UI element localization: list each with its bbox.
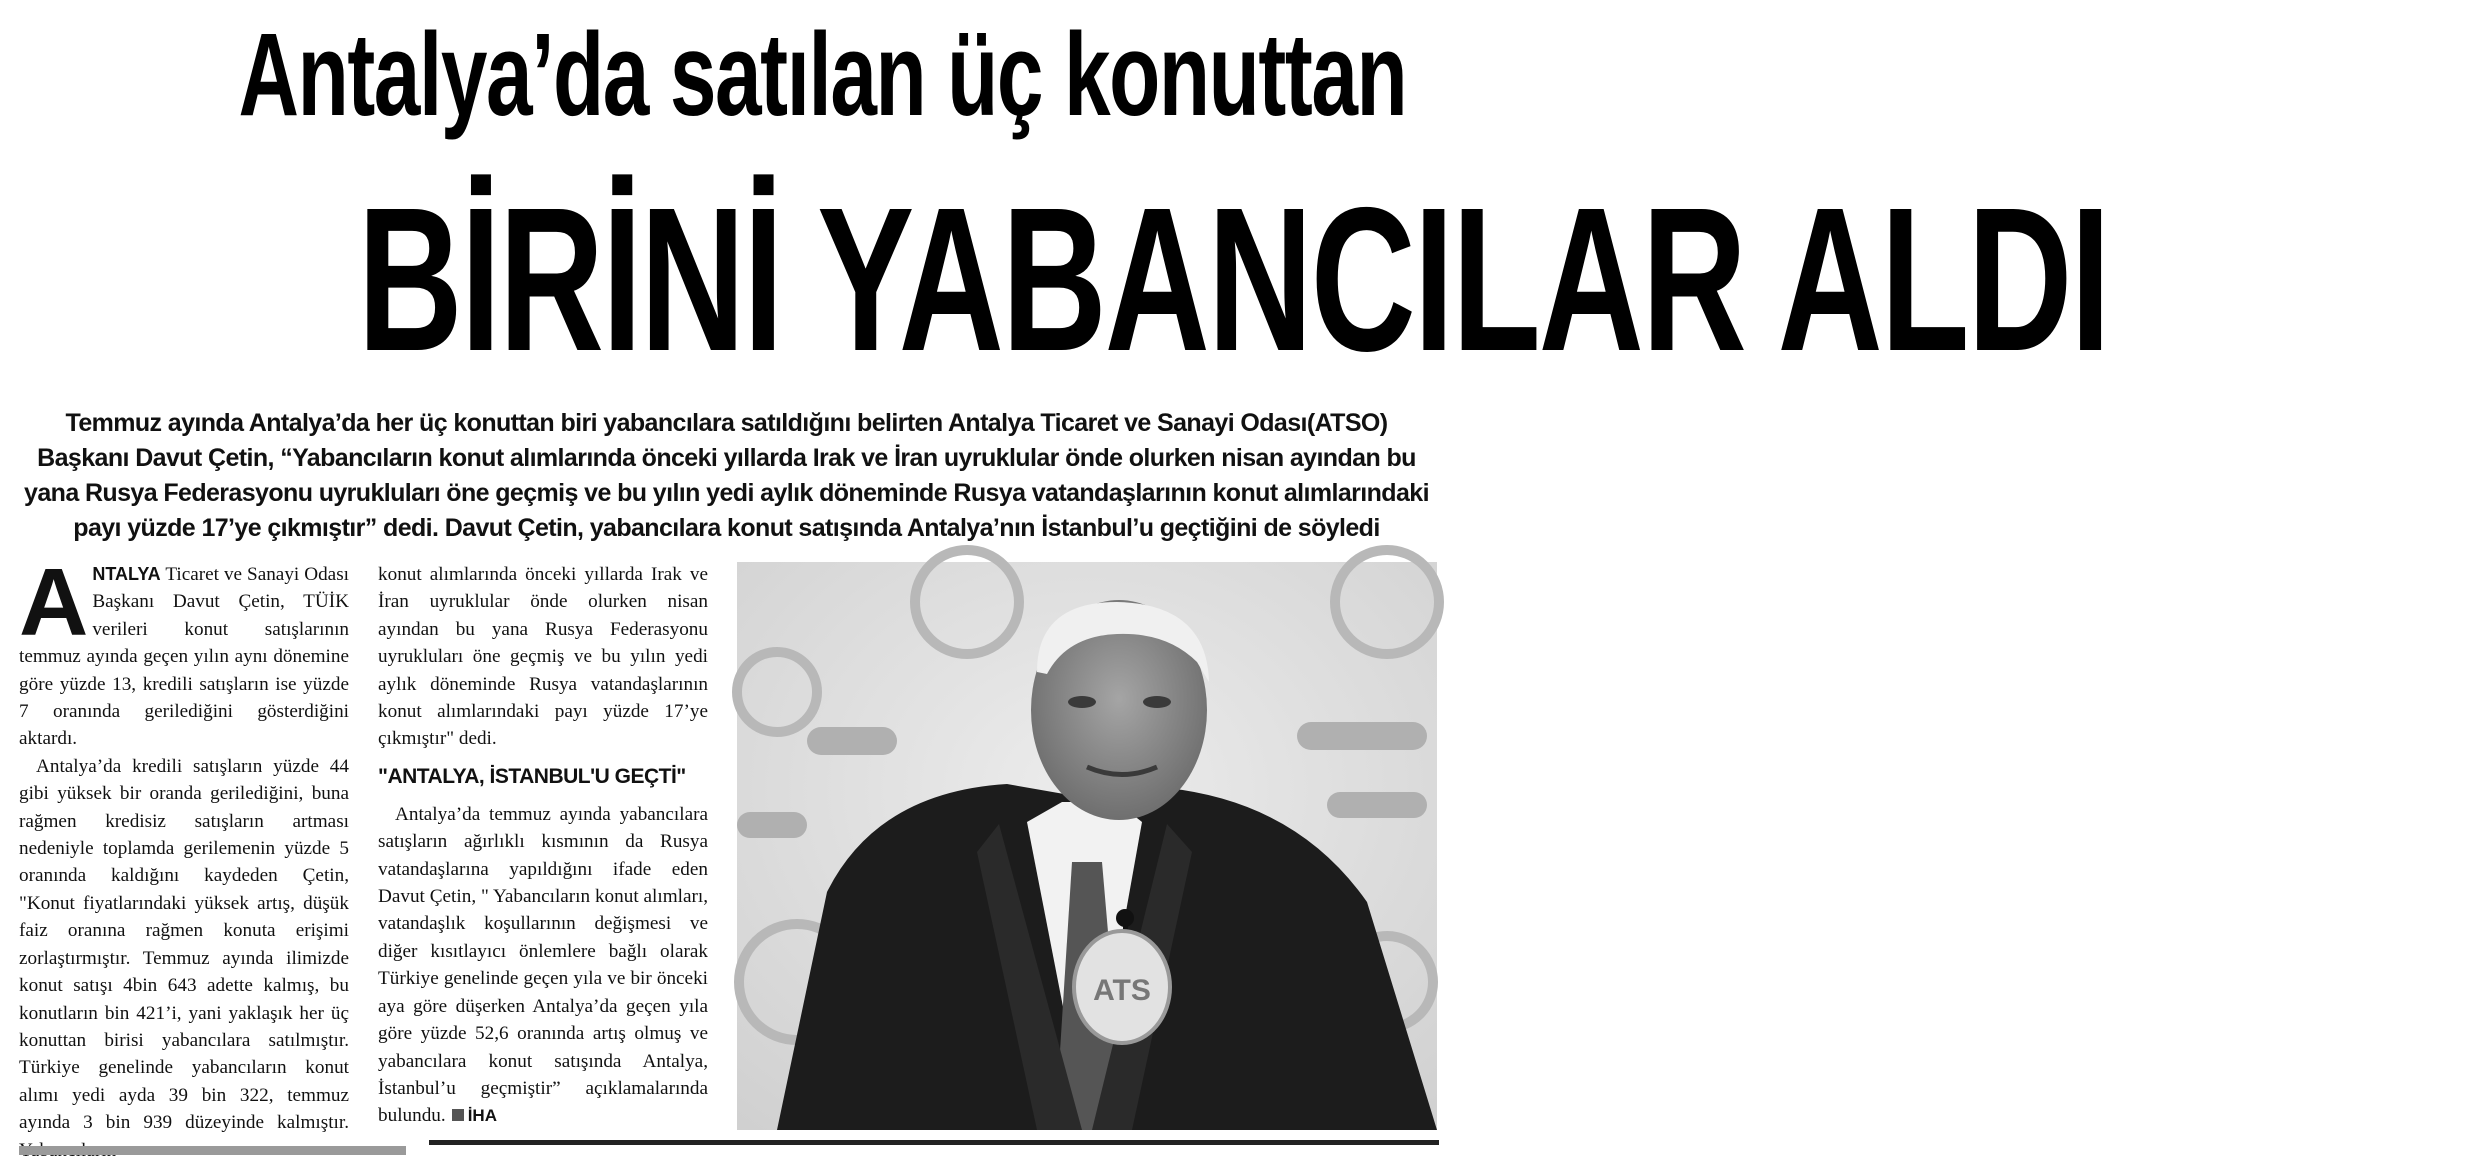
spot-line: yana Rusya Federasyonu uyrukluları öne geçmiş ve bu yılın yedi aylık döneminde Rusya vatandaşlarının konut alımlarındaki [24, 479, 1429, 507]
bottom-bar-left [19, 1146, 406, 1155]
spot-line: Temmuz ayında Antalya’da her üç konuttan biri yabancılara satıldığını belirten Antalya Ticaret ve Sanayi Odası(ATSO) [65, 409, 1388, 437]
article-paragraph-4 [378, 801, 708, 1130]
article-subheading: "ANTALYA, İSTANBUL'U GEÇTİ" [378, 764, 686, 788]
agency-signature: İHA [467, 1106, 497, 1126]
article-paragraph-3: konut alımlarında önceki yıllarda Irak ve İran uyruklular önde olurken nisan ayından bu yana Rusya Federasyonu uyrukluları öne geçmiş ve bu yılın yedi aylık döneminde Rusya vatandaşlarının konut alımlarındaki payı yüzde 17’ye çıkmıştır" dedi. [378, 564, 708, 750]
spot-line: Başkanı Davut Çetin, “Yabancıların konut alımlarında önceki yıllarda Irak ve İran uyruklular önde olurken nisan ayından bu [37, 444, 1416, 472]
headline-line-1: Antalya’da satılan üç konuttan [238, 9, 1407, 141]
spot-line: payı yüzde 17’ye çıkmıştır” dedi. Davut Çetin, yabancılara konut satışında Antalya’nın İstanbul’u geçtiğini de söyledi [73, 514, 1380, 542]
bottom-rule [429, 1140, 1439, 1145]
drop-cap: A [19, 549, 89, 656]
article-paragraph-2: Antalya’da kredili satışların yüzde 44 gibi yüksek bir oranda gerilediğini, buna rağmen kredisiz satışların artması nedeniyle toplamda gerilemenin yüzde 5 oranında kaldığını kaydeden Çetin, "Konut fiyatlarındaki yüksek artış, düşük faiz oranına rağmen konuta erişimi zorlaştırmıştır. Temmuz ayında ilimizde konut satışı 4bin 643 adette kalmış, bu konutların bin 421’i, yani yaklaşık her üç konuttan birisi yabancılara satılmıştır. Türkiye genelinde yabancıların konut alımı yedi ayda 39 bin 322, temmuz ayında 3 bin 939 düzeyinde kalmıştır. [19, 755, 349, 1134]
lead-word: NTALYA [92, 564, 161, 584]
microphone-icon [1116, 909, 1134, 927]
spot-summary [24, 406, 1429, 546]
article-column-1 [19, 549, 349, 1164]
article-paragraph-1 [19, 549, 349, 753]
mic-flag-icon [1074, 931, 1170, 1043]
paragraph-text: Antalya’da temmuz ayında yabancılara satışların ağırlıklı kısmının da Rusya vatandaşlarına yapıldığını ifade eden Davut Çetin, " Yabancıların konut alımları, vatandaşlık koşullarının değişmesi ve diğer kısıtlayıcı önlemlere bağlı olarak Türkiye genelinde geçen yıla ve bir önceki aya göre düşerken Antalya’da geçen yıla göre yüzde 52,6 oranında artış olmuş ve yabancılara konut satışında Antalya, İstanbul’u geçmiştir” açıklamalarında bulundu. [378, 803, 708, 1127]
headline-line-2: BİRİNİ YABANCILAR ALDI [357, 165, 2109, 394]
article-column-2 [378, 561, 708, 1130]
square-bullet-icon [452, 1109, 464, 1121]
svg-text:ATS: ATS [1093, 974, 1151, 1007]
article-photo [737, 562, 1437, 1130]
paragraph-text: Ticaret ve Sanayi Odası Başkanı Davut Çetin, TÜİK verileri konut satışlarının temmuz ayında geçen yılın aynı dönemine göre yüzde 13, kredili satışların ise yüzde 7 oranında gerilediğini gösterdiğini aktardı. [19, 564, 349, 750]
photo-illustration [737, 562, 1437, 1130]
